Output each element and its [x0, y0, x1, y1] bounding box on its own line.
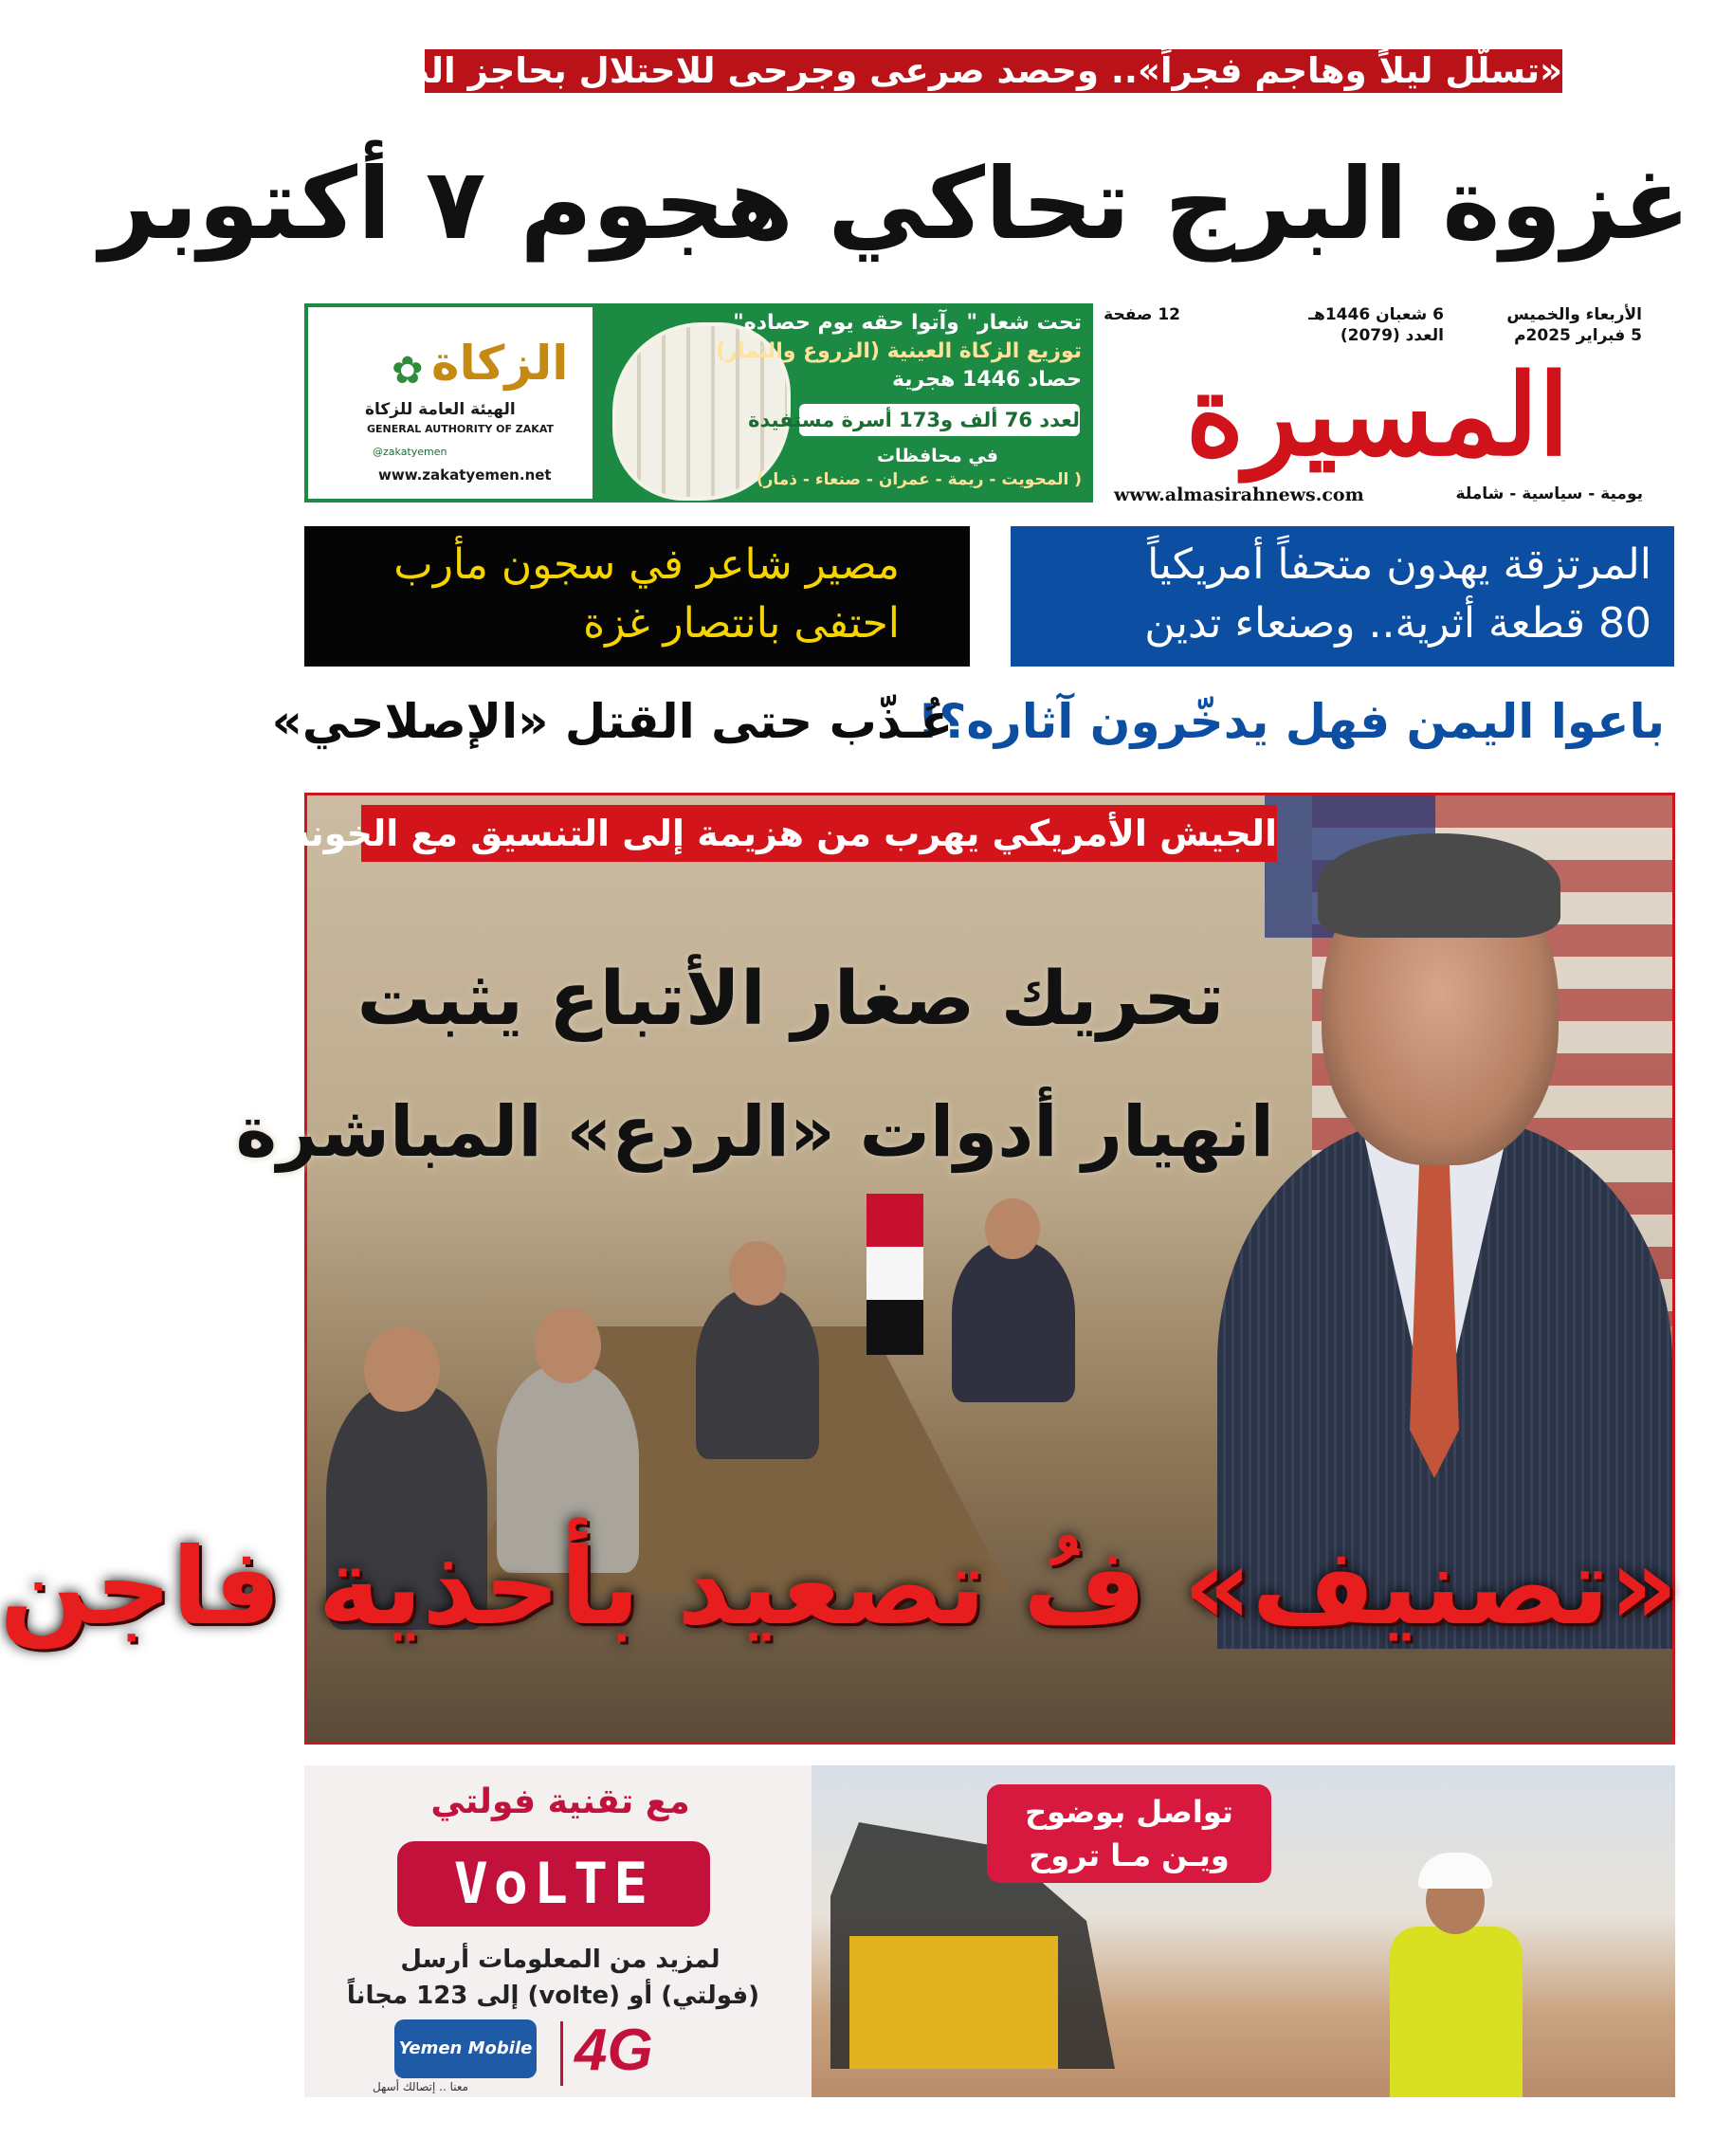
- hard-hat-icon: [1418, 1853, 1492, 1889]
- yemen-flag: [866, 1194, 923, 1355]
- feature-headline-line2: انهيار أدوات «الردع» المباشرة: [235, 1091, 1274, 1173]
- publish-date-gregorian: 5 فبراير 2025م: [1514, 326, 1642, 345]
- zakat-governorates-label: في محافظات: [876, 446, 998, 466]
- zakat-org-name: الهيئة العامة للزكاة: [365, 400, 516, 419]
- zakat-harvest-year: حصاد 1446 هجرية: [891, 368, 1082, 392]
- feature-story[interactable]: [0, 793, 1678, 1745]
- volte-heading: مع تقنية فولتي: [430, 1782, 690, 1821]
- story-museum[interactable]: [1011, 526, 1674, 667]
- story-poet-line1: مصير شاعر في سجون مأرب: [393, 540, 900, 589]
- publish-day: الأربعاء والخميس: [1506, 305, 1642, 324]
- zakat-logo-panel: [308, 307, 593, 499]
- zakat-org-name-en: GENERAL AUTHORITY OF ZAKAT: [367, 423, 554, 435]
- subhead-yemen-antiquities[interactable]: باعوا اليمن فهل يدخّرون آثاره؟!: [917, 694, 1665, 749]
- volte-badge: VoLTE: [397, 1841, 710, 1927]
- subhead-islahi[interactable]: عُـذّب حتى القتل «الإصلاحي»: [271, 694, 953, 749]
- yemen-mobile-ad[interactable]: [304, 1765, 1675, 2097]
- official-portrait-hair: [1318, 833, 1560, 938]
- feature-kicker: الجيش الأمريكي يهرب من هزيمة إلى التنسيق مع الخونة: [361, 805, 1277, 862]
- newspaper-logo: المسيرة: [1185, 349, 1570, 481]
- site-url[interactable]: www.almasirahnews.com: [1114, 484, 1364, 505]
- meeting-person-head: [729, 1241, 786, 1306]
- wheat-icon: ✿: [392, 349, 424, 393]
- zakat-ad[interactable]: [304, 303, 1093, 502]
- network-4g-label: 4G: [575, 2018, 653, 2083]
- zakat-social-handle: @zakatyemen: [373, 446, 447, 458]
- story-poet[interactable]: [304, 526, 970, 667]
- zakat-beneficiaries: لعدد 76 ألف و173 أسرة مستفيدة: [799, 404, 1080, 436]
- meeting-person: [952, 1241, 1075, 1402]
- zakat-website[interactable]: www.zakatyemen.net: [378, 466, 552, 484]
- excavator-bucket: [849, 1936, 1058, 2069]
- meeting-person-head: [535, 1307, 601, 1383]
- tagline: يومية - سياسية - شاملة: [1455, 484, 1643, 503]
- worker-figure: [1380, 1841, 1532, 2097]
- issue-number: العدد (2079): [1340, 326, 1444, 345]
- ad-slogan-line2: ويـن مـا تروح: [1029, 1837, 1230, 1873]
- meeting-person-head: [985, 1198, 1040, 1259]
- publish-date-hijri: 6 شعبان 1446هـ: [1308, 305, 1444, 324]
- meeting-person: [696, 1288, 819, 1459]
- top-kicker: «تسلّل ليلاً وهاجم فجراً».. وحصد صرعى وجرحى للاحتلال بحاجز الضفة: [349, 50, 1562, 91]
- feature-headline-line1: تحريك صغار الأتباع يثبت: [356, 957, 1225, 1042]
- worker-vest: [1390, 1927, 1523, 2097]
- yemen-mobile-tagline: معنا .. إتصالك أسهل: [373, 2080, 469, 2093]
- ad-slogan: [987, 1784, 1271, 1883]
- zakat-logo-text: الزكاة: [431, 336, 569, 391]
- story-museum-line1: المرتزقة يهدون متحفاً أمريكياً: [1147, 540, 1651, 589]
- main-headline: غزوة البرج تحاكي هجوم ٧ أكتوبر: [100, 146, 1690, 262]
- story-museum-line2: 80 قطعة أثرية.. وصنعاء تدين: [1144, 599, 1651, 648]
- page-count: 12 صفحة: [1104, 305, 1180, 324]
- zakat-slogan: تحت شعار" وآتوا حقه يوم حصاده": [733, 311, 1082, 335]
- story-poet-line2: احتفى بانتصار غزة: [583, 599, 900, 648]
- zakat-distribution: توزيع الزكاة العينية (الزروع والثمار): [716, 339, 1082, 363]
- ad-construction-photo: [812, 1765, 1675, 2097]
- meeting-person-head: [364, 1326, 440, 1412]
- yemen-mobile-logo: Yemen Mobile: [394, 2019, 537, 2078]
- ad-divider: [560, 2021, 563, 2086]
- zakat-governorates: ( المحويت - ريمة - عمران - صنعاء - ذمار): [756, 470, 1082, 489]
- volte-info-line1: لمزيد من المعلومات أرسل: [400, 1946, 721, 1974]
- volte-info-line2: (فولتي) أو (volte) إلى 123 مجاناً: [346, 1982, 759, 2010]
- feature-bottom-headline: «تصنيف» فُ تصعيد بأحذية فاجن: [0, 1526, 1678, 1649]
- ad-slogan-line1: تواصل بوضوح: [1025, 1794, 1233, 1830]
